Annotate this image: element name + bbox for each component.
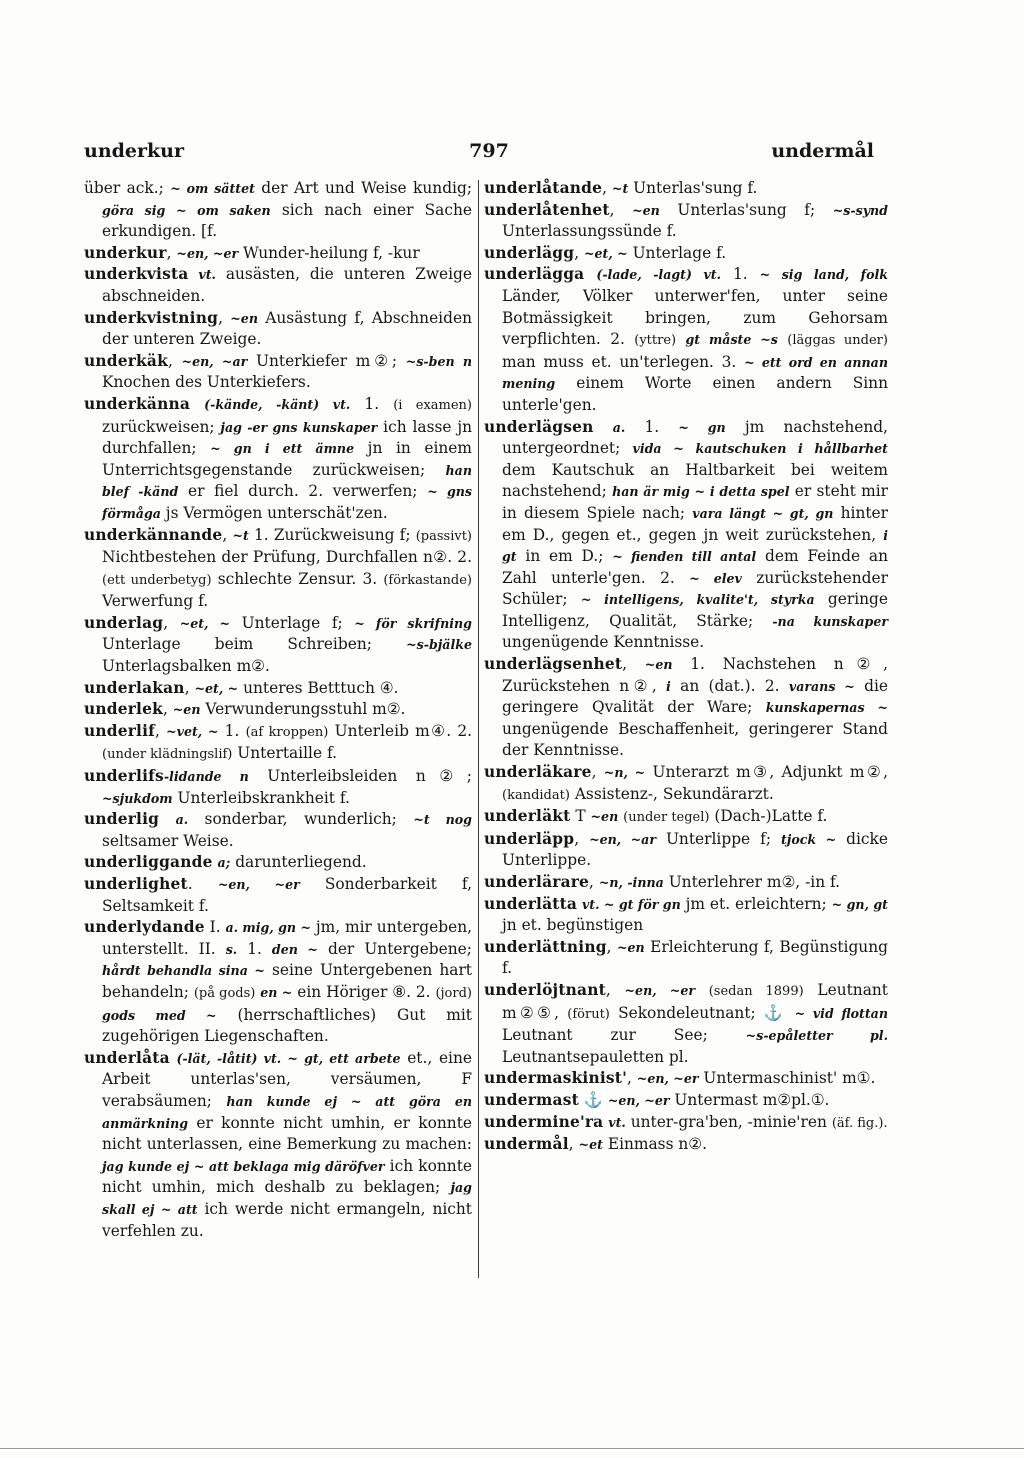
entry-gloss-note: (af kroppen) <box>245 724 329 740</box>
entry-headword: underlig <box>84 810 160 829</box>
entry-gloss-note: (läggas under) <box>787 333 888 349</box>
entry-headword: underlätta <box>484 894 578 913</box>
dictionary-entry <box>84 874 472 917</box>
entry-italic-phrase: han kunde ej ~ att göra en anmärkning <box>102 1093 472 1131</box>
entry-italic-phrase: ~ gn i ett ämne <box>210 441 355 457</box>
entry-text: , <box>602 179 612 197</box>
entry-text: Unterlippe f; <box>655 829 781 848</box>
entry-italic-phrase: ~ sig land, folk <box>759 267 888 283</box>
entry-italic-phrase: ~ fienden till antal <box>612 549 757 565</box>
entry-text: geringe Intelligenz, Qualität, Stärke; <box>502 590 888 630</box>
entry-text: er steht mir in diesem Spiele nach; <box>502 482 888 522</box>
entry-text: Untermast m②pl.①. <box>669 1090 830 1109</box>
entry-text <box>188 265 198 283</box>
entry-text <box>159 810 175 828</box>
left-column <box>84 178 472 1242</box>
entry-text: Untertaille f. <box>232 744 337 763</box>
entry-text: Unterleib m④. 2. <box>328 721 472 740</box>
dictionary-entry <box>484 1068 888 1090</box>
dictionary-entry <box>84 766 472 809</box>
column-divider <box>478 180 479 1278</box>
entry-text: , <box>609 200 633 219</box>
entry-italic-phrase: jag kunde ej ~ att beklaga mig däröfver <box>102 1158 385 1174</box>
entry-text: , <box>605 980 625 999</box>
entry-text: jn et. begünstigen <box>502 916 644 935</box>
entry-italic-phrase: -na kunskaper <box>772 613 888 629</box>
entry-italic-phrase: ~et <box>578 1137 603 1153</box>
entry-headword: underlöjtnant <box>484 980 606 999</box>
dictionary-entry <box>84 525 472 613</box>
entry-text: 1. <box>218 721 246 740</box>
entry-text: ungenügende Beschaffenheit, geringerer Stand der Kenntnisse. <box>502 719 888 760</box>
entry-text: Unterleibsleiden n②; <box>248 767 472 786</box>
entry-text <box>584 265 596 283</box>
entry-text <box>593 418 612 436</box>
dictionary-entry <box>484 178 888 200</box>
entry-text: . <box>187 875 218 893</box>
entry-text: seine Untergebenen hart behandeln; <box>102 961 472 1001</box>
entry-gloss-note: (passivt) <box>415 528 472 544</box>
dictionary-entry <box>484 1090 888 1112</box>
entry-italic-phrase: ~ för skrifning <box>354 615 472 631</box>
entry-italic-phrase: ~s-bjälke <box>406 637 472 653</box>
entry-gloss-note: (förut) <box>567 1006 610 1022</box>
page-number: 797 <box>469 140 509 162</box>
entry-italic-phrase: ~ gn, gt <box>831 896 888 912</box>
entry-italic-phrase: ~en <box>172 702 201 718</box>
entry-text: der Art und Weise kundig; <box>254 179 473 197</box>
entry-text: zurückweisen; <box>102 417 221 436</box>
entry-italic-phrase: ~en, ~ar <box>589 831 656 847</box>
page-header <box>84 140 874 170</box>
dictionary-entry <box>84 613 472 678</box>
entry-headword: underlifs <box>84 767 164 786</box>
header-guide-word-left: underkur <box>84 140 185 162</box>
entry-headword: underlägsen <box>484 417 594 436</box>
entry-text: ich werde nicht ermangeln, nicht verfehlen zu. <box>102 1199 472 1240</box>
entry-headword: underlåtenhet <box>484 200 610 219</box>
entry-headword: undermaskinist' <box>484 1069 627 1088</box>
entry-headword: underlägg <box>484 243 575 262</box>
entry-text: ein Höriger ⑧. 2. <box>292 982 436 1001</box>
entry-italic-phrase: a. <box>612 419 626 435</box>
entry-text: Leutnant m②⑤, <box>502 980 888 1022</box>
entry-text: über ack.; <box>84 179 171 197</box>
entry-text: Unterlehrer m②, -in f. <box>663 873 841 891</box>
dictionary-entry <box>484 654 888 762</box>
entry-italic-phrase: kunskapernas ~ <box>765 700 889 716</box>
entry-text: jm, mir untergeben, unterstellt. II. <box>102 918 473 958</box>
entry-text: Sekondeleutnant; ⚓ <box>609 1003 795 1022</box>
dictionary-entry <box>84 243 472 265</box>
entry-text <box>695 981 709 999</box>
entry-text: Wunder-heilung f, -kur <box>238 243 420 262</box>
right-column <box>484 178 888 1156</box>
entry-italic-phrase: ~en, ~er <box>217 877 300 892</box>
entry-italic-phrase: han blef -känd <box>102 462 472 500</box>
entry-text: Unterlage beim Schreiben; <box>102 635 407 654</box>
entry-headword: undermine'ra <box>484 1112 604 1131</box>
entry-italic-phrase: ~ gn <box>678 419 726 435</box>
entry-italic-phrase: ~en <box>616 939 645 955</box>
entry-gloss-note: (kandidat) <box>502 787 570 803</box>
entry-text: et., eine Arbeit unterlas'sen, versäumen, F verabsäumen; <box>102 1048 472 1110</box>
entry-gloss-note: (yttre) <box>634 333 677 349</box>
entry-text: Unterlas'sung f; <box>659 200 833 219</box>
entry-headword: underlåta <box>84 1048 170 1067</box>
entry-italic-phrase: ~s-ben n <box>405 353 472 369</box>
entry-headword: undermast <box>484 1090 579 1109</box>
dictionary-entry <box>84 1048 472 1242</box>
entry-headword: underlif <box>84 721 155 740</box>
entry-text: man muss et. un'terlegen. 3. <box>502 352 745 371</box>
entry-gloss-note: (under tegel) <box>623 810 710 826</box>
entry-italic-phrase: i gt <box>502 527 888 565</box>
entry-text: , <box>167 351 182 370</box>
dictionary-entry <box>484 1112 888 1135</box>
entry-italic-phrase: vida ~ kautschuken i hållbarhet <box>632 441 888 457</box>
entry-italic-phrase: ~et, ~ <box>194 680 239 696</box>
entry-headword: underkur <box>84 243 167 262</box>
entry-text: ⚓ <box>578 1090 608 1109</box>
entry-italic-phrase: (-kände, -känt) vt. <box>204 396 351 412</box>
entry-italic-phrase: ~t <box>611 181 629 196</box>
entry-text: , <box>218 308 231 327</box>
entry-headword: underkäk <box>84 351 168 370</box>
dictionary-entry <box>84 852 472 874</box>
entry-italic-phrase: ~n, ~ <box>603 765 646 781</box>
entry-text: Untermaschinist' m①. <box>698 1069 876 1088</box>
entry-italic-phrase: ~et, ~ <box>179 615 231 631</box>
entry-text: schlechte Zensur. 3. <box>211 569 384 588</box>
entry-headword: underliggande <box>84 853 213 872</box>
entry-text: Unterlage f; <box>230 613 355 632</box>
dictionary-entry <box>484 762 888 806</box>
entry-italic-phrase: ~et, ~ <box>583 245 628 261</box>
entry-text: ungenügende Kenntnisse. <box>502 633 705 652</box>
entry-italic-phrase: ~vet, ~ <box>166 723 219 739</box>
entry-italic-phrase: ~en, ~ar <box>181 353 248 369</box>
entry-text: sich nach einer Sache erkundigen. [f. <box>102 200 472 241</box>
dictionary-entry <box>84 178 472 243</box>
entry-headword: underlättning <box>484 937 607 956</box>
entry-text: er konnte nicht umhin, er konnte nicht unterlassen, eine Bemerkung zu machen: <box>102 1113 472 1154</box>
dictionary-entry <box>484 1134 888 1156</box>
entry-italic-phrase: gt måste ~s <box>685 332 778 348</box>
entry-text: Nichtbestehen der Prüfung, Durchfallen n②. 2. <box>102 548 472 567</box>
entry-text: die geringere Qvalität der Ware; <box>502 676 888 717</box>
entry-italic-phrase: en ~ <box>260 984 293 1000</box>
dictionary-entry <box>84 351 472 394</box>
entry-italic-phrase: ~n, -inna <box>598 875 664 890</box>
dictionary-entry <box>84 917 472 1048</box>
entry-text: in em D.; <box>516 547 613 566</box>
entry-text: Unterarzt m③, Adjunkt m②, <box>645 763 888 782</box>
entry-italic-phrase: ~en, ~er <box>176 245 239 261</box>
entry-headword: underlydande <box>84 918 205 937</box>
entry-text: Leutnant zur See; <box>502 1026 746 1045</box>
entry-italic-phrase: (-lade, -lagt) vt. <box>596 267 721 283</box>
entry-text: Unterlas'sung f. <box>628 179 758 197</box>
entry-text: , <box>574 243 584 262</box>
dictionary-entry <box>84 809 472 852</box>
dictionary-entry <box>484 980 888 1068</box>
entry-italic-phrase: ~s-synd <box>832 202 888 218</box>
entry-italic-phrase: jag -er gns kunskaper <box>220 419 378 435</box>
entry-text: , <box>627 1069 637 1088</box>
entry-headword: underlägsenhet <box>484 655 623 674</box>
entry-text: 1. Nachstehen n②, Zurückstehen n②, <box>502 655 888 695</box>
entry-italic-phrase: a. mig, gn ~ <box>225 920 311 936</box>
entry-text: (herrschaftliches) Gut mit zugehörigen Liegenschaften. <box>102 1005 472 1046</box>
entry-text: dem Kautschuk an Haltbarkeit bei weitem nachstehend; <box>502 460 888 501</box>
entry-text: einem Worte einen andern Sinn unterle'gen. <box>502 374 888 414</box>
entry-text: unter-gra'ben, -minie'ren <box>625 1112 832 1131</box>
dictionary-entry <box>484 872 888 894</box>
entry-text: , <box>222 525 233 544</box>
entry-italic-phrase: -lidande n <box>163 769 249 785</box>
entry-headword: underläkare <box>484 763 592 782</box>
entry-text: , <box>166 243 177 262</box>
entry-text: 1. <box>350 394 394 413</box>
dictionary-entry <box>484 243 888 265</box>
entry-gloss-note: (förkastande) <box>383 572 472 588</box>
entry-text: Knochen des Unterkiefers. <box>102 373 311 392</box>
entry-headword: underläkt <box>484 807 571 826</box>
entry-text: I. <box>204 918 226 937</box>
entry-text: Verwerfung f. <box>102 592 209 611</box>
entry-italic-phrase: vt. <box>608 1114 626 1130</box>
entry-text: , <box>154 721 167 740</box>
entry-headword: underkänna <box>84 394 191 413</box>
entry-italic-phrase: vt. ~ gt för gn <box>581 896 681 912</box>
entry-italic-phrase: ~ vid flottan <box>794 1005 888 1021</box>
entry-text: Länder, Völker unterwer'fen, unter seine Botmässigkeit bringen, zum Gehorsam verpflichten. 2. <box>502 286 888 349</box>
dictionary-entry <box>84 308 472 351</box>
dictionary-entry <box>484 200 888 243</box>
entry-text: , <box>591 763 604 782</box>
entry-headword: underlakan <box>84 678 185 697</box>
entry-italic-phrase: gods med ~ <box>102 1007 217 1023</box>
entry-text: Leutnantsepauletten pl. <box>502 1047 689 1066</box>
entry-italic-phrase: ~t <box>232 527 249 543</box>
entry-italic-phrase: s. <box>225 941 238 957</box>
bottom-rule <box>0 1448 1024 1449</box>
entry-gloss-note: (sedan 1899) <box>708 983 804 999</box>
entry-text: , <box>622 655 645 674</box>
entry-italic-phrase: ~en, ~er <box>607 1092 670 1108</box>
entry-italic-phrase: ~en <box>590 809 619 825</box>
entry-text: Unterlagsbalken m②. <box>102 657 270 676</box>
entry-text: sonderbar, wunderlich; <box>188 810 414 829</box>
entry-gloss-note: (ett underbetyg) <box>102 572 212 588</box>
entry-italic-phrase: ~s-epåletter pl. <box>745 1028 888 1044</box>
entry-italic-phrase: ~en, ~er <box>636 1071 699 1087</box>
entry-italic-phrase: i <box>666 678 671 694</box>
dictionary-entry <box>84 678 472 700</box>
entry-italic-phrase: (-lät, -låtit) vt. ~ gt, ett arbete <box>176 1050 401 1066</box>
entry-italic-phrase: varans ~ <box>788 678 855 694</box>
entry-gloss-note: (jord) <box>435 985 472 1001</box>
entry-text: , <box>574 829 590 848</box>
entry-text: der Untergebene; <box>317 939 472 958</box>
dictionary-entry <box>84 721 472 766</box>
entry-gloss-note: (äf. fig.). <box>831 1115 888 1131</box>
entry-text: ich lasse jn durchfallen; <box>102 417 472 458</box>
entry-text: Ausästung f, Abschneiden der unteren Zweige. <box>102 308 472 349</box>
entry-italic-phrase: a. <box>175 812 189 828</box>
entry-italic-phrase: tjock ~ <box>780 831 837 847</box>
entry-text: ausästen, die unteren Zweige abschneiden. <box>102 265 472 305</box>
entry-text: 1. <box>625 417 679 436</box>
entry-text: Verwunderungsstuhl m②. <box>200 700 406 719</box>
entry-text: , <box>568 1135 579 1154</box>
entry-headword: underkvista <box>84 265 189 284</box>
entry-italic-phrase: vt. <box>198 267 216 283</box>
entry-headword: underkvistning <box>84 308 219 327</box>
entry-text: jm et. erleichtern; <box>680 894 832 913</box>
entry-gloss-note: (på gods) <box>193 985 256 1001</box>
entry-text: 1. <box>720 265 760 284</box>
entry-headword: underkännande <box>84 525 223 544</box>
entry-headword: underlek <box>84 700 163 719</box>
entry-text: , <box>606 937 617 956</box>
entry-text: dicke Unterlippe. <box>502 829 888 870</box>
entry-text <box>778 330 787 348</box>
entry-italic-phrase: jag skall ej ~ att <box>102 1180 472 1217</box>
entry-text: Unterlassungssünde f. <box>502 222 677 241</box>
entry-text: Einmass n②. <box>602 1135 707 1154</box>
entry-italic-phrase: hårdt behandla sina ~ <box>102 963 265 979</box>
entry-text: , <box>589 873 599 891</box>
entry-text: T <box>570 807 591 826</box>
dictionary-entry <box>484 937 888 980</box>
entry-italic-phrase: ~ intelligens, kvalite't, styrka <box>580 592 815 608</box>
dictionary-entry <box>84 264 472 307</box>
entry-italic-phrase: ~t nog <box>413 812 472 828</box>
entry-text: Unterlage f. <box>627 243 727 262</box>
dictionary-entry <box>484 806 888 829</box>
entry-text: , <box>184 678 195 697</box>
entry-text: unteres Betttuch ④. <box>238 678 399 697</box>
dictionary-entry <box>484 264 888 416</box>
header-guide-word-right: undermål <box>771 140 874 162</box>
dictionary-entry <box>484 894 888 937</box>
dictionary-entry <box>484 829 888 872</box>
entry-italic-phrase: ~en <box>230 310 258 326</box>
entry-italic-phrase: a; <box>217 855 231 871</box>
entry-text: 1. Zurückweisung f; <box>248 525 416 544</box>
entry-text: 1. <box>237 939 272 958</box>
entry-text: zurückstehender Schüler; <box>502 568 888 609</box>
entry-headword: underlägga <box>484 265 585 284</box>
entry-italic-phrase: ~en, ~er <box>624 982 695 998</box>
entry-text: an (dat.). 2. <box>670 676 789 695</box>
entry-gloss-note: (i examen) <box>393 397 472 413</box>
entry-italic-phrase: göra sig ~ om saken <box>102 202 271 218</box>
entry-italic-phrase: den ~ <box>271 941 318 957</box>
entry-italic-phrase: ~en <box>644 657 673 673</box>
entry-italic-phrase: ~ gns förmåga <box>102 484 473 521</box>
entry-text: dem Feinde an Zahl unterle'gen. 2. <box>502 547 888 587</box>
entry-text: Assistenz-, Sekundärarzt. <box>569 784 774 803</box>
entry-text: js Vermögen unterschät'zen. <box>160 503 388 522</box>
entry-headword: underlåtande <box>484 179 603 197</box>
entry-italic-phrase: han är mig ~ i detta spel <box>612 484 790 500</box>
entry-italic-phrase: ~sjukdom <box>102 790 173 806</box>
entry-text: Unterkiefer m②; <box>247 351 406 370</box>
entry-text: jn in einem Unterrichtsgegenstande zurückweisen; <box>102 439 473 479</box>
entry-italic-phrase: ~ om sättet <box>170 181 255 196</box>
dictionary-entry <box>484 417 888 655</box>
entry-text: er fiel durch. 2. verwerfen; <box>178 482 428 501</box>
entry-headword: underlighet <box>84 875 188 893</box>
entry-text: jm nachstehend, untergeordnet; <box>502 417 888 458</box>
entry-headword: underläpp <box>484 829 575 848</box>
entry-headword: undermål <box>484 1135 569 1154</box>
entry-text: darunterliegend. <box>230 853 367 872</box>
entry-text: hinter em D., gegen et., gegen jn weit zurückstehen, <box>502 503 889 544</box>
entry-gloss-note: (under klädningslif) <box>102 747 233 763</box>
entry-italic-phrase: ~ elev <box>689 570 742 586</box>
dictionary-entry <box>84 394 472 525</box>
entry-text: Sonderbarkeit f, Seltsamkeit f. <box>102 875 472 915</box>
entry-text: (Dach-)Latte f. <box>709 807 828 826</box>
entry-text: Unterleibskrankheit f. <box>172 788 350 807</box>
entry-italic-phrase: ~ ett ord en annan mening <box>502 354 888 392</box>
entry-text <box>190 395 204 413</box>
entry-italic-phrase: ~en <box>632 202 660 218</box>
entry-text: , <box>162 700 173 719</box>
entry-headword: underlag <box>84 613 164 632</box>
dictionary-entry <box>84 699 472 721</box>
entry-text: Erleichterung f, Begünstigung f. <box>502 937 888 978</box>
entry-text: , <box>163 613 180 632</box>
entry-italic-phrase: vara längt ~ gt, gn <box>692 505 834 521</box>
entry-text: seltsamer Weise. <box>102 831 234 850</box>
entry-text: ich konnte nicht umhin, mich deshalb zu beklagen; <box>102 1156 472 1197</box>
entry-headword: underlärare <box>484 873 590 891</box>
